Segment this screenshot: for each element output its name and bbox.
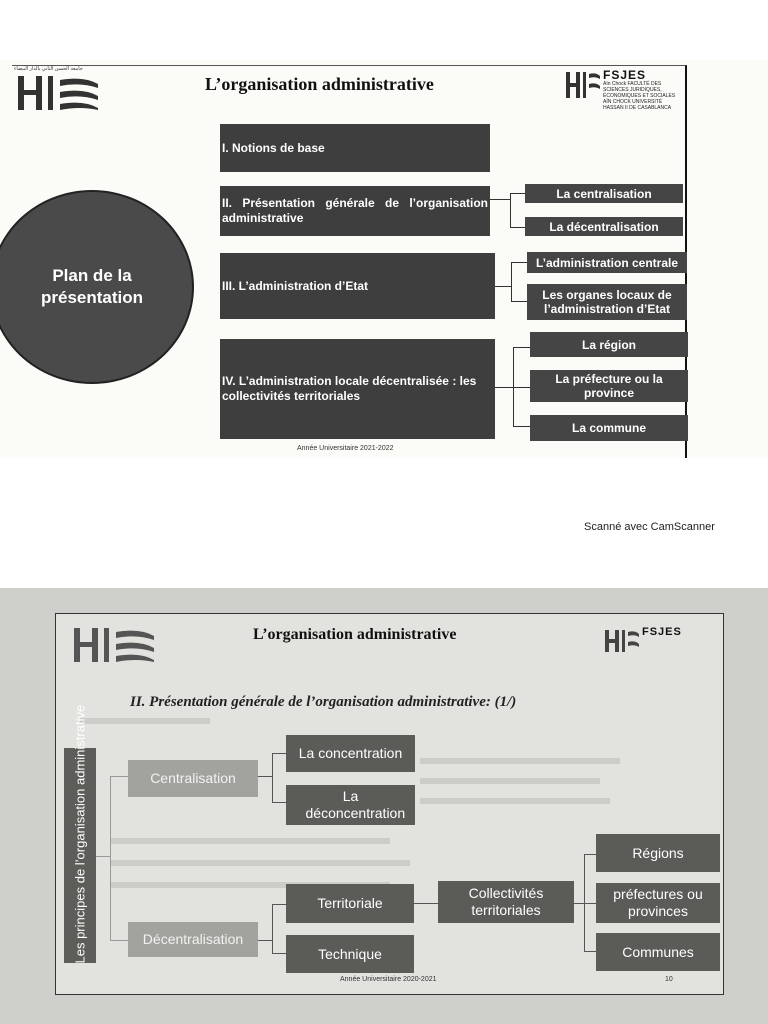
connector: [490, 199, 510, 200]
item-administration-centrale: [527, 252, 687, 273]
connector: [574, 903, 584, 904]
uh2c-logo-icon: [14, 72, 109, 112]
connector: [584, 951, 596, 952]
prefectures-box: [596, 883, 720, 923]
slide-2-page-number: 10: [665, 976, 673, 983]
ghost-line: [110, 838, 390, 844]
communes-box: [596, 933, 720, 971]
connector: [110, 940, 128, 941]
item-organes-locaux-label: Les organes locaux de l’administration d’Etat: [542, 288, 672, 316]
connector: [272, 904, 286, 905]
fsjes-logo-right: [565, 68, 675, 116]
section-3-box: [220, 253, 495, 319]
communes-label: Communes: [622, 943, 694, 960]
connector: [110, 776, 111, 941]
fsjes-subtitle: Aïn Chock FACULTÉ DES SCIENCES JURIDIQUES, ÉCONOMIQUES ET SOCIALES AÏN CHOCK UNIVERSITÉ HASSAN II DE CASABLANCA: [603, 81, 676, 111]
slide-2-title: L’organisation administrative: [253, 626, 457, 643]
territoriale-label: Territoriale: [317, 895, 383, 911]
connector: [96, 856, 110, 857]
section-4-box: [220, 339, 495, 439]
territoriale-box: [286, 884, 414, 923]
prefectures-label: préfectures ou provinces: [613, 886, 703, 919]
decentralisation-label: Décentralisation: [142, 931, 244, 947]
slide-2-subtitle: II. Présentation générale de l’organisation administrative: (1/): [130, 694, 517, 710]
technique-label: Technique: [318, 945, 382, 962]
section-1-label: I. Notions de base: [222, 141, 325, 155]
deconcentration-box: [286, 785, 415, 825]
university-logo-left-2: [70, 618, 165, 666]
ghost-line: [110, 860, 410, 866]
connector: [584, 854, 596, 855]
section-2-box: [220, 186, 490, 236]
concentration-label: La concentration: [298, 745, 403, 761]
connector: [513, 426, 530, 427]
connector: [258, 940, 272, 941]
ghost-line: [80, 718, 210, 724]
item-decentralisation-label: La décentralisation: [549, 219, 659, 234]
item-decentralisation: [525, 217, 683, 236]
principles-vertical-box: [64, 704, 96, 963]
connector: [511, 262, 512, 302]
connector: [511, 262, 527, 263]
connector: [272, 953, 286, 954]
connector: [510, 227, 525, 228]
item-prefecture: [530, 370, 688, 402]
section-2-label: II. Présentation générale de l’organisation administrative: [222, 196, 488, 225]
item-centralisation: [525, 184, 683, 203]
centralisation-box: [128, 760, 258, 797]
ghost-line: [420, 758, 620, 764]
item-commune-label: La commune: [571, 421, 646, 435]
regions-label: Régions: [632, 844, 684, 861]
connector: [272, 802, 286, 803]
connector: [513, 347, 530, 348]
technique-box: [286, 935, 414, 973]
connector: [510, 193, 525, 194]
uh2c-logo-icon: [70, 618, 165, 666]
section-4-label: IV. L’administration locale décentralisée : les collectivités territoriales: [222, 374, 477, 403]
item-commune: [530, 415, 688, 441]
connector: [495, 286, 511, 287]
connector: [414, 903, 438, 904]
slide-1: [0, 60, 768, 458]
connector: [272, 904, 273, 954]
connector: [511, 301, 527, 302]
connector: [272, 753, 286, 754]
item-organes-locaux: [527, 284, 687, 320]
ghost-line: [420, 798, 610, 804]
connector: [495, 387, 513, 388]
slide-2: [0, 588, 768, 1024]
logo-arabic-text: جامعة الحسن الثاني بالدار البيضاء: [14, 66, 83, 72]
fsjes-emblem-icon: [604, 628, 640, 658]
slide-1-title: L’organisation administrative: [205, 74, 434, 94]
concentration-box: [286, 735, 415, 772]
item-centralisation-label: La centralisation: [556, 186, 652, 201]
ghost-line: [420, 778, 600, 784]
regions-box: [596, 834, 720, 872]
section-3-label: III. L’administration d’Etat: [222, 279, 369, 293]
collectivites-box: [438, 881, 574, 923]
university-logo-left: [14, 66, 109, 114]
scanner-watermark: Scanné avec CamScanner: [584, 521, 715, 533]
item-region-label: La région: [581, 337, 636, 352]
slide-1-footer: Année Universitaire 2021-2022: [297, 445, 394, 452]
fsjes-acronym: FSJES: [603, 68, 647, 82]
centralisation-label: Centralisation: [150, 770, 236, 786]
item-prefecture-label: La préfecture ou la province: [555, 372, 663, 400]
slide-2-footer: Année Universitaire 2020-2021: [340, 976, 437, 983]
fsjes-acronym-2: FSJES: [642, 626, 682, 638]
item-region: [530, 332, 688, 357]
item-administration-centrale-label: L’administration centrale: [535, 255, 679, 270]
fsjes-emblem-icon: [565, 70, 601, 100]
connector: [272, 753, 273, 803]
fsjes-logo-right-2: [604, 626, 714, 674]
principles-vertical-label: Les principes de l’organisation administrative: [72, 704, 88, 963]
collectivites-label: Collectivités territoriales: [468, 885, 544, 918]
connector: [513, 387, 530, 388]
decentralisation-box: [128, 922, 258, 957]
plan-circle-label: Plan de la présentation: [40, 266, 144, 307]
connector: [510, 193, 511, 228]
connector: [110, 776, 128, 777]
connector: [584, 903, 596, 904]
deconcentration-label: La déconcentration: [305, 788, 406, 821]
connector: [258, 776, 272, 777]
section-1-box: [220, 124, 490, 172]
